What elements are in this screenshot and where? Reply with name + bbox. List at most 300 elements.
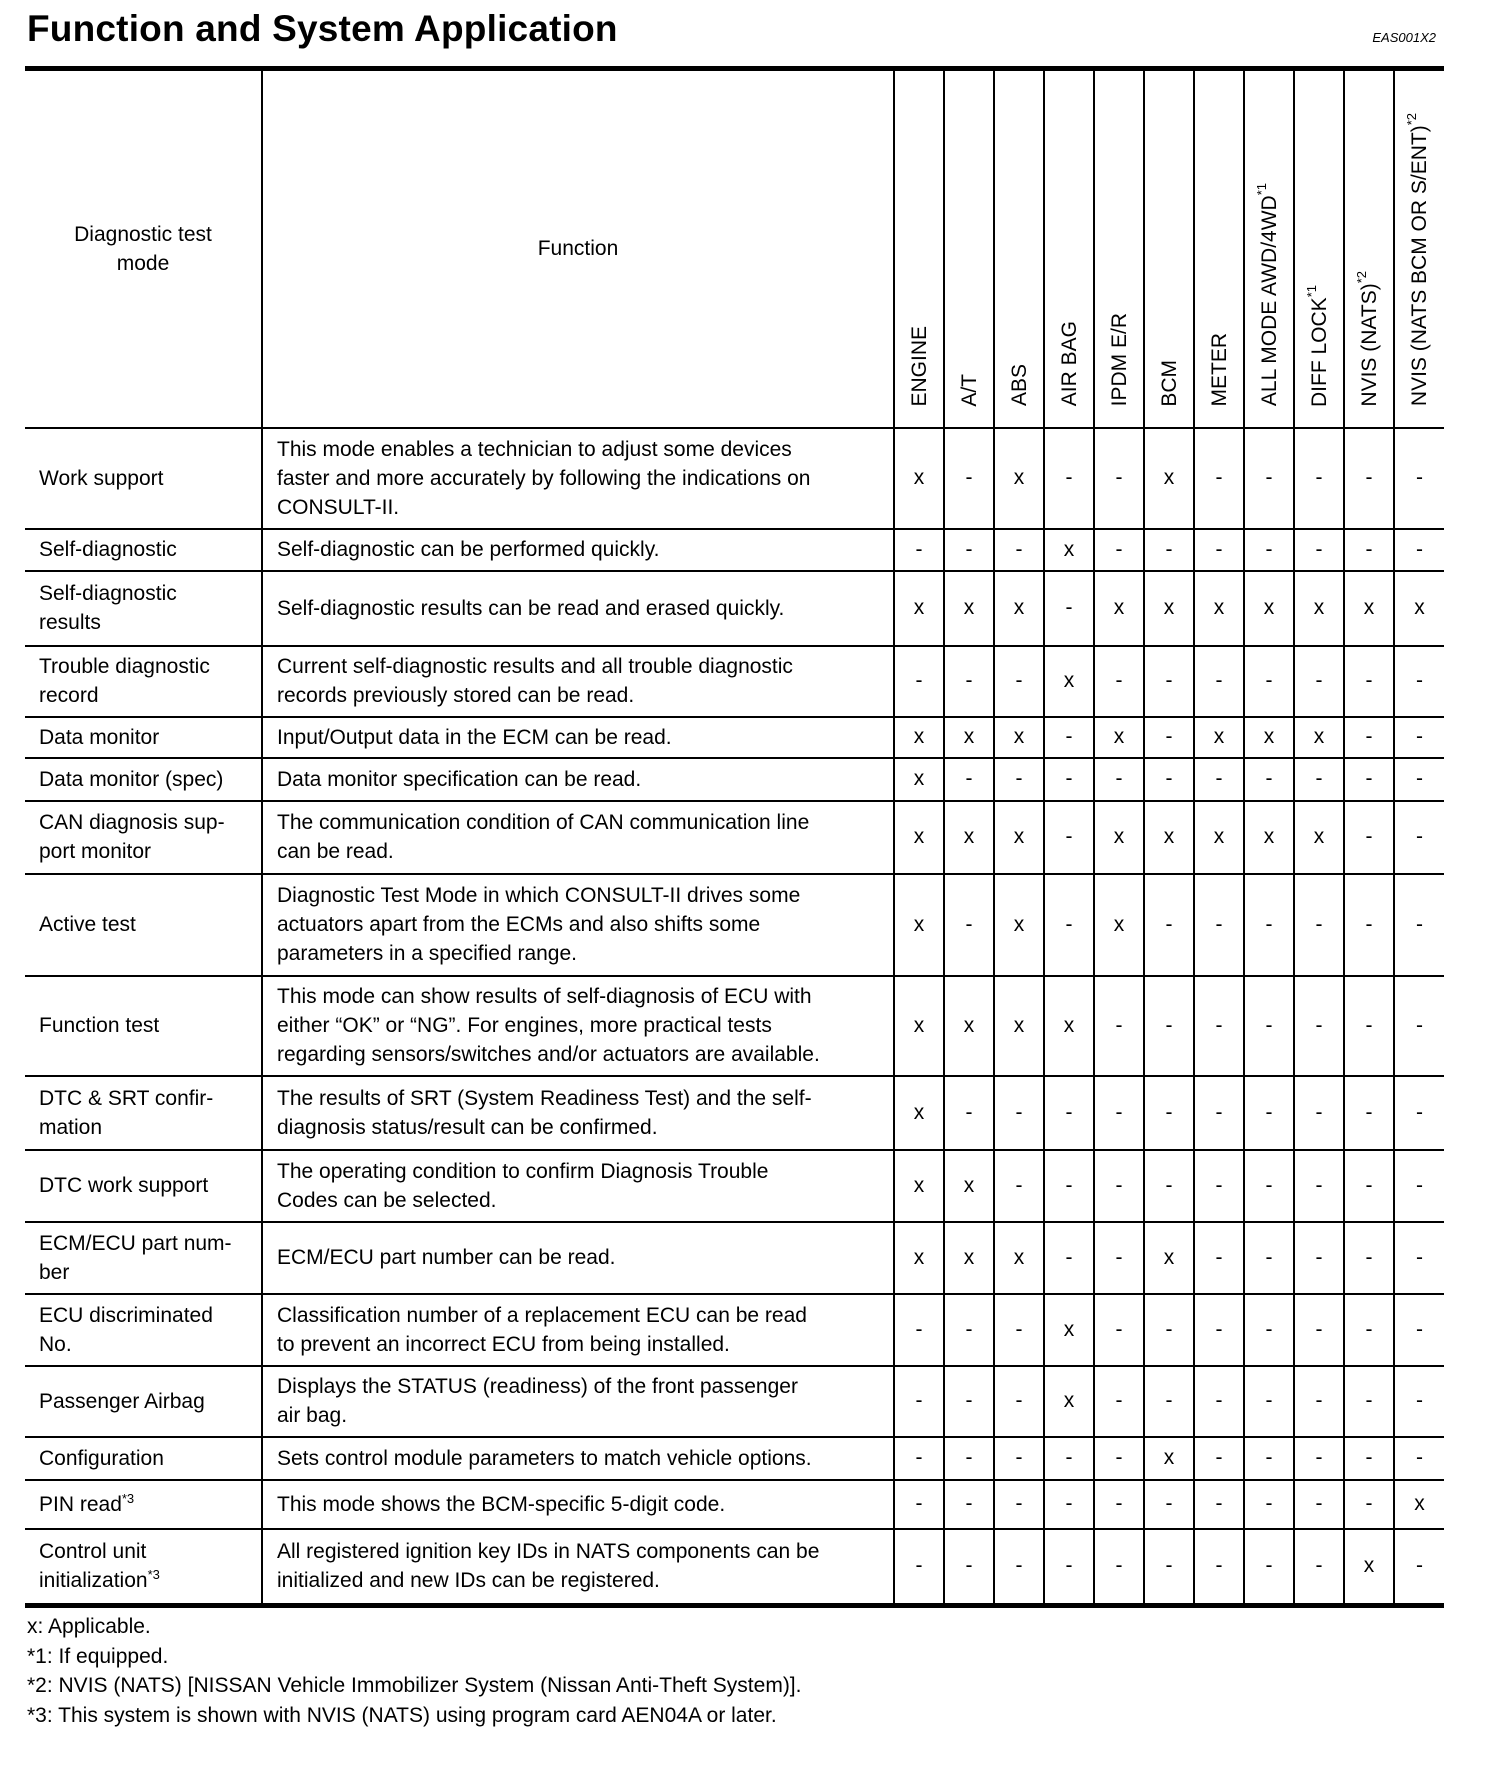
applicability-cell: -	[994, 529, 1044, 571]
applicability-cell: -	[1344, 758, 1394, 801]
diagnostic-mode-cell	[25, 529, 262, 571]
applicability-cell: x	[944, 571, 994, 646]
applicability-cell: -	[1094, 1480, 1144, 1529]
applicability-cell: -	[1194, 1480, 1244, 1529]
applicability-cell: -	[1194, 1437, 1244, 1480]
applicability-cell: x	[944, 1150, 994, 1222]
table-row	[25, 1529, 1444, 1606]
applicability-cell: -	[1244, 1294, 1294, 1366]
applicability-cell: -	[994, 646, 1044, 717]
applicability-cell: -	[1194, 874, 1244, 976]
header-label-text: NVIS (NATS)	[1358, 283, 1381, 407]
function-description: Data monitor specification can be read.	[262, 758, 894, 801]
function-description: The operating condition to confirm Diagnosis Trouble Codes can be selected.	[262, 1150, 894, 1222]
table-row	[25, 1150, 1444, 1222]
applicability-cell: -	[994, 1366, 1044, 1437]
applicability-cell: -	[894, 1480, 944, 1529]
applicability-cell: -	[1344, 717, 1394, 758]
diagnostic-mode-cell	[25, 976, 262, 1076]
applicability-cell: -	[1394, 1437, 1444, 1480]
applicability-cell: -	[1144, 1480, 1194, 1529]
table-row	[25, 1480, 1444, 1529]
header-function: Function	[262, 69, 894, 428]
header-label	[945, 374, 995, 407]
diagnostic-mode-cell	[25, 1150, 262, 1222]
mode-footnote-ref: *3	[121, 1490, 135, 1506]
applicability-cell: x	[1344, 571, 1394, 646]
applicability-cell: -	[1044, 874, 1094, 976]
diagnostic-mode-label: Control unit initialization	[39, 1540, 148, 1593]
header-column-air-bag	[1044, 69, 1094, 428]
table-row	[25, 758, 1444, 801]
applicability-cell: x	[1094, 717, 1144, 758]
header-column-all-mode-awd-4wd	[1244, 69, 1294, 428]
applicability-cell: -	[1044, 1437, 1094, 1480]
applicability-cell: -	[1194, 1076, 1244, 1150]
header-label-text: ENGINE	[908, 325, 931, 407]
header-footnote-ref: *2	[1404, 113, 1419, 126]
applicability-cell: x	[944, 976, 994, 1076]
applicability-cell: -	[1344, 801, 1394, 874]
applicability-cell: -	[1244, 1222, 1294, 1294]
applicability-cell: -	[1044, 1222, 1094, 1294]
applicability-cell: x	[894, 1222, 944, 1294]
applicability-cell: x	[894, 874, 944, 976]
applicability-cell: -	[1144, 529, 1194, 571]
applicability-cell: -	[944, 1366, 994, 1437]
applicability-cell: x	[994, 801, 1044, 874]
header-label	[1245, 183, 1295, 406]
diagnostic-mode-cell	[25, 1437, 262, 1480]
applicability-cell: -	[894, 1294, 944, 1366]
diagnostic-mode-label: Data monitor	[39, 725, 160, 749]
header-column-diff-lock	[1294, 69, 1344, 428]
applicability-cell: -	[1344, 428, 1394, 529]
applicability-cell: -	[1244, 646, 1294, 717]
diagnostic-mode-label: Active test	[39, 913, 136, 936]
applicability-cell: x	[944, 801, 994, 874]
header-label-text: A/T	[958, 373, 981, 407]
diagnostic-mode-label: Trouble diagnostic record	[39, 655, 210, 707]
applicability-cell: -	[1144, 1150, 1194, 1222]
applicability-cell: -	[1194, 529, 1244, 571]
mode-footnote-ref: *3	[147, 1567, 160, 1583]
applicability-cell: -	[1294, 1294, 1344, 1366]
header-label	[895, 326, 945, 407]
applicability-cell: -	[1344, 1150, 1394, 1222]
applicability-cell: -	[1244, 1076, 1294, 1150]
applicability-cell: -	[1044, 758, 1094, 801]
applicability-cell: -	[1094, 1294, 1144, 1366]
applicability-cell: x	[894, 1076, 944, 1150]
applicability-cell: -	[1044, 1529, 1094, 1606]
applicability-cell: -	[944, 428, 994, 529]
applicability-cell: -	[1244, 1480, 1294, 1529]
applicability-cell: -	[1294, 874, 1344, 976]
table-row	[25, 976, 1444, 1076]
applicability-cell: x	[944, 1222, 994, 1294]
table-row	[25, 1366, 1444, 1437]
applicability-cell: -	[1194, 758, 1244, 801]
footnote: x: Applicable.	[27, 1615, 151, 1638]
applicability-cell: -	[1344, 874, 1394, 976]
applicability-cell: -	[1294, 1150, 1344, 1222]
applicability-cell: -	[1144, 874, 1194, 976]
applicability-cell: -	[1244, 1529, 1294, 1606]
applicability-cell: x	[1194, 801, 1244, 874]
applicability-cell: -	[1344, 529, 1394, 571]
header-column-nvis-nats-	[1344, 69, 1394, 428]
applicability-cell: -	[894, 1366, 944, 1437]
function-description: ECM/ECU part number can be read.	[262, 1222, 894, 1294]
header-column-abs	[994, 69, 1044, 428]
applicability-cell: -	[1194, 646, 1244, 717]
applicability-cell: -	[1294, 428, 1344, 529]
header-label-text: METER	[1208, 333, 1231, 407]
diagnostic-mode-cell	[25, 1294, 262, 1366]
header-label-text: ABS	[1008, 364, 1031, 407]
applicability-cell: -	[1394, 758, 1444, 801]
applicability-cell: x	[1094, 874, 1144, 976]
header-column-ipdm-e-r	[1094, 69, 1144, 428]
applicability-cell: -	[1394, 646, 1444, 717]
applicability-cell: -	[894, 1437, 944, 1480]
applicability-cell: -	[1394, 1150, 1444, 1222]
applicability-cell: -	[1194, 1294, 1244, 1366]
applicability-cell: x	[994, 874, 1044, 976]
applicability-cell: -	[1394, 1222, 1444, 1294]
applicability-cell: -	[1344, 1294, 1394, 1366]
applicability-cell: -	[1394, 1076, 1444, 1150]
applicability-cell: -	[1244, 428, 1294, 529]
table-row	[25, 1076, 1444, 1150]
diagnostic-mode-label: Function test	[39, 1014, 160, 1037]
applicability-cell: x	[1044, 976, 1094, 1076]
applicability-cell: -	[1294, 1366, 1344, 1437]
function-description: Diagnostic Test Mode in which CONSULT-II drives some actuators apart from the ECMs and also shifts some parameters in a specified range.	[262, 874, 894, 976]
diagnostic-mode-label: Configuration	[39, 1446, 164, 1470]
header-label-text: IPDM E/R	[1108, 313, 1131, 407]
applicability-cell: -	[1144, 1076, 1194, 1150]
diagnostic-mode-label: CAN diagnosis sup- port monitor	[39, 811, 225, 863]
applicability-cell: -	[1044, 717, 1094, 758]
applicability-cell: -	[994, 1294, 1044, 1366]
diagnostic-mode-label: Self-diagnostic	[39, 538, 177, 561]
applicability-cell: x	[994, 571, 1044, 646]
applicability-cell: -	[1244, 874, 1294, 976]
applicability-cell: -	[1294, 1222, 1344, 1294]
applicability-cell: -	[944, 646, 994, 717]
applicability-cell: x	[1194, 571, 1244, 646]
applicability-cell: x	[1044, 646, 1094, 717]
applicability-cell: -	[1094, 1150, 1144, 1222]
header-label	[1045, 321, 1095, 406]
applicability-cell: x	[1294, 717, 1344, 758]
applicability-cell: x	[1094, 571, 1144, 646]
header-label	[1095, 313, 1145, 406]
diagnostic-mode-label: DTC & SRT confir- mation	[39, 1086, 214, 1139]
footnotes	[27, 1612, 801, 1730]
applicability-cell: x	[1144, 428, 1194, 529]
applicability-cell: -	[1094, 646, 1144, 717]
header-column-engine	[894, 69, 944, 428]
applicability-cell: -	[1144, 758, 1194, 801]
diagnostic-mode-cell	[25, 1529, 262, 1606]
header-label	[995, 364, 1045, 406]
applicability-cell: -	[894, 529, 944, 571]
applicability-cell: -	[1194, 1222, 1244, 1294]
applicability-cell: -	[1394, 717, 1444, 758]
header-label-text: ALL MODE AWD/4WD	[1258, 195, 1281, 407]
applicability-cell: -	[1194, 1366, 1244, 1437]
diagnostic-mode-cell	[25, 1480, 262, 1529]
applicability-cell: -	[1294, 1529, 1344, 1606]
applicability-cell: x	[1344, 1529, 1394, 1606]
applicability-cell: -	[1194, 428, 1244, 529]
function-description: Classification number of a replacement ECU can be read to prevent an incorrect ECU from being installed.	[262, 1294, 894, 1366]
applicability-cell: -	[1144, 646, 1194, 717]
applicability-cell: x	[1244, 571, 1294, 646]
table-row	[25, 646, 1444, 717]
table-row	[25, 529, 1444, 571]
applicability-cell: -	[1094, 1076, 1144, 1150]
diagnostic-mode-label: Passenger Airbag	[39, 1389, 205, 1413]
applicability-cell: -	[1244, 1150, 1294, 1222]
applicability-cell: -	[1244, 1366, 1294, 1437]
applicability-cell: -	[944, 758, 994, 801]
header-label-text: BCM	[1158, 359, 1181, 407]
table-row	[25, 801, 1444, 874]
applicability-cell: -	[1394, 529, 1444, 571]
applicability-cell: -	[994, 1480, 1044, 1529]
header-footnote-ref: *1	[1304, 284, 1319, 297]
applicability-cell: -	[944, 1076, 994, 1150]
header-footnote-ref: *2	[1354, 270, 1369, 284]
applicability-cell: -	[1344, 976, 1394, 1076]
function-application-table	[25, 66, 1444, 1608]
applicability-cell: -	[1294, 758, 1344, 801]
diagnostic-mode-cell	[25, 874, 262, 976]
footnote: *2: NVIS (NATS) [NISSAN Vehicle Immobilizer System (Nissan Anti-Theft System)].	[27, 1674, 802, 1697]
applicability-cell: x	[894, 801, 944, 874]
applicability-cell: x	[994, 717, 1044, 758]
applicability-cell: -	[1144, 976, 1194, 1076]
function-description: Sets control module parameters to match vehicle options.	[262, 1437, 894, 1480]
footnote: *1: If equipped.	[27, 1644, 169, 1668]
applicability-cell: -	[1394, 801, 1444, 874]
applicability-cell: x	[1044, 1294, 1094, 1366]
function-description: Displays the STATUS (readiness) of the front passenger air bag.	[262, 1366, 894, 1437]
applicability-cell: -	[1394, 1366, 1444, 1437]
applicability-cell: -	[1144, 717, 1194, 758]
header-column-a-t	[944, 69, 994, 428]
applicability-cell: -	[1094, 1366, 1144, 1437]
applicability-cell: x	[894, 571, 944, 646]
header-label-text: AIR BAG	[1058, 321, 1081, 407]
applicability-cell: -	[1144, 1366, 1194, 1437]
applicability-cell: -	[1294, 1437, 1344, 1480]
applicability-cell: -	[1244, 976, 1294, 1076]
function-description: The communication condition of CAN communication line can be read.	[262, 801, 894, 874]
header-label	[1145, 360, 1195, 407]
applicability-cell: x	[894, 758, 944, 801]
applicability-cell: x	[1094, 801, 1144, 874]
applicability-cell: -	[1294, 529, 1344, 571]
header-column-meter	[1194, 69, 1244, 428]
applicability-cell: -	[1394, 1294, 1444, 1366]
table-row	[25, 717, 1444, 758]
diagnostic-mode-label: ECU discriminated No.	[39, 1303, 213, 1356]
applicability-cell: -	[894, 646, 944, 717]
table-row	[25, 428, 1444, 529]
applicability-cell: x	[1144, 571, 1194, 646]
applicability-cell: x	[894, 1150, 944, 1222]
diagnostic-mode-label: Data monitor (spec)	[39, 767, 224, 791]
applicability-cell: -	[1244, 529, 1294, 571]
table-row	[25, 874, 1444, 976]
header-label	[1395, 113, 1445, 406]
applicability-cell: x	[1144, 1437, 1194, 1480]
applicability-cell: x	[994, 1222, 1044, 1294]
diagnostic-mode-cell	[25, 758, 262, 801]
applicability-cell: x	[1394, 571, 1444, 646]
applicability-cell: -	[1294, 1076, 1344, 1150]
applicability-cell: x	[1044, 529, 1094, 571]
applicability-cell: -	[994, 1150, 1044, 1222]
applicability-cell: x	[894, 717, 944, 758]
diagnostic-mode-cell	[25, 1366, 262, 1437]
applicability-cell: -	[1044, 1150, 1094, 1222]
applicability-cell: -	[1344, 1366, 1394, 1437]
applicability-cell: -	[1044, 1480, 1094, 1529]
function-description: Self-diagnostic results can be read and erased quickly.	[262, 571, 894, 646]
applicability-cell: -	[1344, 1437, 1394, 1480]
applicability-cell: x	[944, 717, 994, 758]
footnote: *3: This system is shown with NVIS (NATS) using program card AEN04A or later.	[27, 1703, 777, 1727]
function-description: This mode can show results of self-diagnosis of ECU with either “OK” or “NG”. For engines, more practical tests regarding sensors/switches and/or actuators are available.	[262, 976, 894, 1076]
applicability-cell: x	[1394, 1480, 1444, 1529]
applicability-cell: -	[944, 1437, 994, 1480]
function-description: Input/Output data in the ECM can be read.	[262, 717, 894, 758]
applicability-cell: x	[1144, 801, 1194, 874]
header-column-bcm	[1144, 69, 1194, 428]
applicability-cell: -	[1394, 1529, 1444, 1606]
table-row	[25, 1437, 1444, 1480]
applicability-cell: -	[1094, 976, 1144, 1076]
diagnostic-mode-label: ECM/ECU part num- ber	[39, 1231, 232, 1284]
applicability-cell: x	[1244, 801, 1294, 874]
applicability-cell: -	[944, 1529, 994, 1606]
applicability-cell: -	[1194, 976, 1244, 1076]
applicability-cell: x	[994, 428, 1044, 529]
applicability-cell: -	[1094, 1437, 1144, 1480]
applicability-cell: -	[1344, 1076, 1394, 1150]
applicability-cell: -	[1344, 1222, 1394, 1294]
table-row	[25, 1222, 1444, 1294]
applicability-cell: -	[1044, 428, 1094, 529]
function-description: This mode shows the BCM-specific 5-digit code.	[262, 1480, 894, 1529]
diagnostic-mode-label: PIN read	[39, 1492, 122, 1516]
applicability-cell: x	[894, 976, 944, 1076]
header-diagnostic-test-mode: Diagnostic test mode	[25, 69, 262, 428]
applicability-cell: -	[944, 529, 994, 571]
applicability-cell: x	[1294, 801, 1344, 874]
diagnostic-mode-cell	[25, 1222, 262, 1294]
applicability-cell: -	[994, 1076, 1044, 1150]
diagnostic-mode-cell	[25, 717, 262, 758]
applicability-cell: -	[1194, 1150, 1244, 1222]
header-column-nvis-nats-bcm-or-s-ent-	[1394, 69, 1444, 428]
applicability-cell: -	[1344, 1480, 1394, 1529]
applicability-cell: -	[994, 1437, 1044, 1480]
page-title: Function and System Application	[27, 8, 618, 49]
diagnostic-mode-label: DTC work support	[39, 1174, 209, 1197]
function-description: This mode enables a technician to adjust some devices faster and more accurately by following the indications on CONSULT-II.	[262, 428, 894, 529]
header-label	[1345, 271, 1395, 407]
header-footnote-ref: *1	[1254, 183, 1269, 196]
applicability-cell: -	[1094, 529, 1144, 571]
diagnostic-mode-cell	[25, 1076, 262, 1150]
header-label	[1195, 333, 1245, 407]
applicability-cell: -	[1094, 428, 1144, 529]
applicability-cell: -	[1394, 428, 1444, 529]
applicability-cell: -	[1294, 976, 1344, 1076]
header-label	[1295, 285, 1345, 407]
applicability-cell: -	[944, 1294, 994, 1366]
applicability-cell: -	[1044, 1076, 1094, 1150]
function-description: All registered ignition key IDs in NATS components can be initialized and new IDs can be registered.	[262, 1529, 894, 1606]
applicability-cell: -	[1394, 874, 1444, 976]
applicability-cell: -	[1044, 801, 1094, 874]
header-label-text: NVIS (NATS BCM OR S/ENT)	[1408, 125, 1431, 407]
table-row	[25, 571, 1444, 646]
applicability-cell: x	[994, 976, 1044, 1076]
diagnostic-mode-label: Self-diagnostic results	[39, 582, 177, 634]
applicability-cell: -	[1344, 646, 1394, 717]
header-label-text: DIFF LOCK	[1308, 296, 1331, 407]
applicability-cell: -	[1294, 646, 1344, 717]
applicability-cell: -	[1144, 1294, 1194, 1366]
applicability-cell: -	[1194, 1529, 1244, 1606]
diagnostic-mode-cell	[25, 646, 262, 717]
function-description: Current self-diagnostic results and all trouble diagnostic records previously stored can be read.	[262, 646, 894, 717]
applicability-cell: -	[1294, 1480, 1344, 1529]
applicability-cell: -	[1394, 976, 1444, 1076]
applicability-cell: x	[894, 428, 944, 529]
table-row	[25, 1294, 1444, 1366]
document-code: EAS001X2	[1372, 30, 1436, 45]
applicability-cell: x	[1294, 571, 1344, 646]
applicability-cell: -	[1244, 758, 1294, 801]
applicability-cell: -	[1094, 1529, 1144, 1606]
applicability-cell: x	[1194, 717, 1244, 758]
applicability-cell: -	[1244, 1437, 1294, 1480]
applicability-cell: -	[994, 758, 1044, 801]
applicability-cell: -	[894, 1529, 944, 1606]
applicability-cell: -	[1094, 758, 1144, 801]
applicability-cell: -	[1044, 571, 1094, 646]
diagnostic-mode-cell	[25, 801, 262, 874]
applicability-cell: -	[1144, 1529, 1194, 1606]
applicability-cell: x	[1244, 717, 1294, 758]
applicability-cell: x	[1144, 1222, 1194, 1294]
applicability-cell: -	[944, 874, 994, 976]
applicability-cell: x	[1044, 1366, 1094, 1437]
function-description: The results of SRT (System Readiness Test) and the self- diagnosis status/result can be confirmed.	[262, 1076, 894, 1150]
function-description: Self-diagnostic can be performed quickly.	[262, 529, 894, 571]
applicability-cell: -	[1094, 1222, 1144, 1294]
applicability-cell: -	[944, 1480, 994, 1529]
